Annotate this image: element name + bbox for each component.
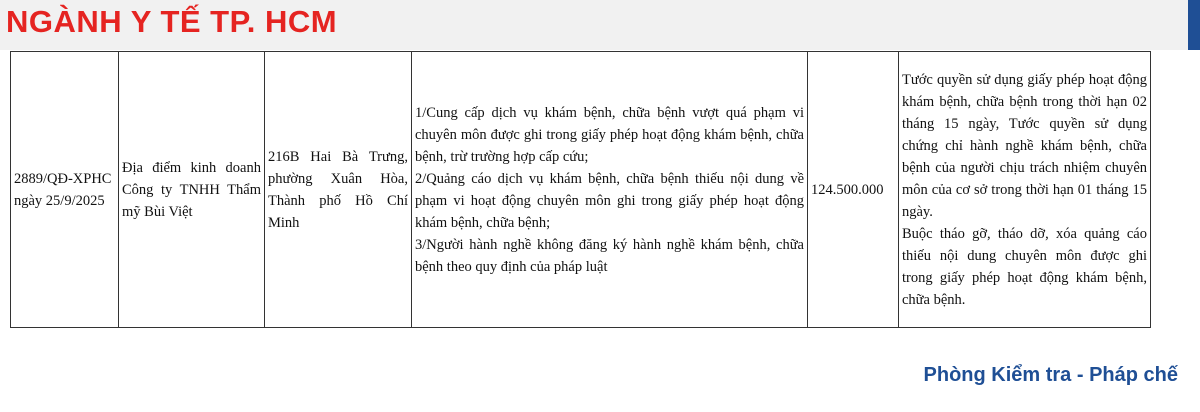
violation-table-container bbox=[10, 51, 1151, 328]
decision-number-cell: 2889/QĐ-XPHC ngày 25/9/2025 bbox=[11, 52, 119, 328]
fine-amount-cell: 124.500.000 bbox=[808, 52, 899, 328]
footer-department: Phòng Kiểm tra - Pháp chế bbox=[923, 364, 1178, 386]
header-accent-stripe bbox=[1188, 0, 1200, 50]
header-title: NGÀNH Y TẾ TP. HCM bbox=[6, 4, 338, 39]
violation-item: 2/Quảng cáo dịch vụ khám bệnh, chữa bệnh thiếu nội dung về phạm vi hoạt động chuyên môn ghi trong giấy phép hoạt động khám bệnh, chữa bệnh; bbox=[415, 170, 804, 231]
penalties-cell bbox=[899, 52, 1151, 328]
penalty-item: Tước quyền sử dụng giấy phép hoạt động khám bệnh, chữa bệnh trong thời hạn 02 tháng 15 ngày, Tước quyền sử dụng chứng chỉ hành nghề khám bệnh, chữa bệnh của người chịu trách nhiệm chuyên môn của cơ sở trong thời hạn 01 tháng 15 ngày. bbox=[902, 71, 1147, 220]
violation-table bbox=[10, 51, 1151, 328]
violations-cell bbox=[412, 52, 808, 328]
table-row bbox=[11, 52, 1151, 328]
violation-item: 1/Cung cấp dịch vụ khám bệnh, chữa bệnh vượt quá phạm vi chuyên môn được ghi trong giấy phép hoạt động khám bệnh, chữa bệnh, trừ trường hợp cấp cứu; bbox=[415, 104, 804, 165]
business-name-cell: Địa điểm kinh doanh Công ty TNHH Thẩm mỹ Bùi Việt bbox=[119, 52, 265, 328]
page-header bbox=[0, 0, 1200, 50]
address-cell: 216B Hai Bà Trưng, phường Xuân Hòa, Thành phố Hồ Chí Minh bbox=[265, 52, 412, 328]
penalty-item: Buộc tháo gỡ, tháo dỡ, xóa quảng cáo thiếu nội dung chuyên môn được ghi trong giấy phép hoạt động khám bệnh, chữa bệnh. bbox=[902, 225, 1147, 308]
violation-item: 3/Người hành nghề không đăng ký hành nghề khám bệnh, chữa bệnh theo quy định của pháp luật bbox=[415, 236, 804, 275]
